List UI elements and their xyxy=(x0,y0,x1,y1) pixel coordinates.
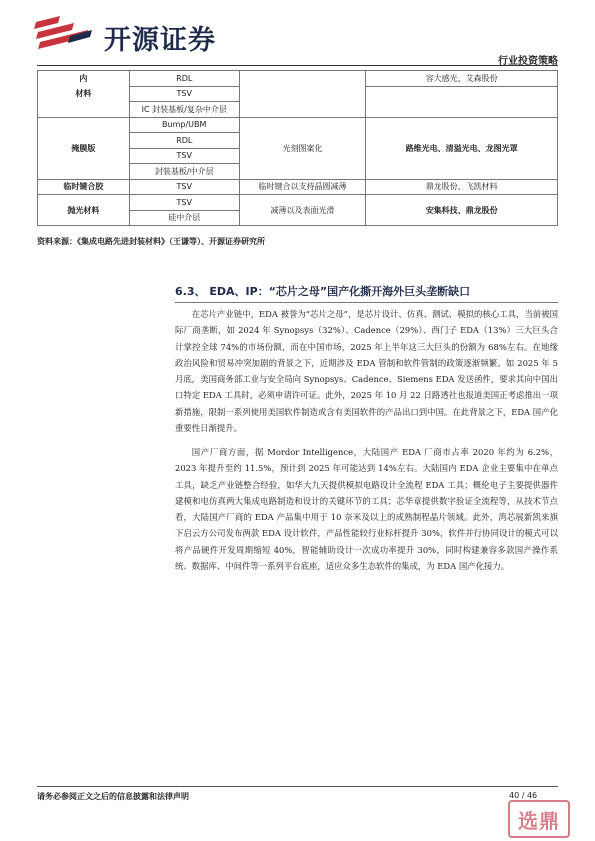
table-cell: 路维光电、清溢光电、龙图光罩 xyxy=(366,117,558,179)
table-cell: IC 封装基板/复杂中介层 xyxy=(129,102,239,118)
section-label: 行业投资策略 xyxy=(498,56,558,67)
table-cell: TSV xyxy=(129,195,239,211)
section-title: 6.3、 EDA、IP：“芯片之母”国产化撕开海外巨头垄断缺口 xyxy=(175,285,471,298)
logo-text: 开源证券 xyxy=(104,25,216,56)
body-paragraph: 在芯片产业链中，EDA 被誉为“芯片之母”，是芯片设计、仿真、测试、模拟的核心工具，当前被国际厂商垄断，如 2024 年 Synopsys（32%）、Cadence（29%）、西门子 EDA（13%）三大巨头合计掌控全球 74%的市场份额，而在中国市场，2025 年上半年这三大巨头的份额为 68%左右。在地缘政治风险和贸易冲突加剧的背景之下，近期涉及 EDA 管制和软件管制的政策逐渐频繁。如 2025 年 5 月底，美国商务部工业与安全局向 Synopsys、Cadence、Siemens EDA 发送函件，要求其向中国出口特定 EDA 工具时，必须申请许可证。此外，2025 年 10 月 22 日路透社也报道美国正考虑推出一项新措施，限制一系列使用美国软件制造或含有美国软件的产品出口到中国。在此背景之下，EDA 国产化重要性日渐提升。 xyxy=(175,309,558,434)
table-cell xyxy=(239,71,366,118)
table-cell: 硅中介层 xyxy=(129,210,239,226)
body-paragraph: 国产厂商方面，据 Mordor Intelligence，大陆国产 EDA 厂商市占率 2020 年约为 6.2%，2023 年提升至约 11.5%，预计到 2025 年可能达到 14%左右。大陆国内 EDA 企业主要集中在单点工具，缺乏产业链整合经验，如华大九天提供模拟电路设计全流程 EDA 工具；概伦电子主要提供器件建模和电仿真两大集成电路制造和设计的关键环节的工具；芯华章提供数字验证全流程等，从技术节点看，大陆国产厂商的 EDA 产品集中用于 10 奈米及以上的成熟制程晶片领域。此外，湾芯展新凯来旗下启云方公司发布两款 EDA 设计软件，产品性能较行业标杆提升 30%，软件并行协同设计的模式可以将产品硬件开发周期缩短 40%，智能辅助设计一次成功率提升 30%，同时构建兼容多款国产操作系统、数据库、中间件等一系列平台底座，适应众多生态软件的集成，为 EDA 国产化接力。 xyxy=(175,447,558,572)
table-cell: TSV xyxy=(129,86,239,102)
table-row xyxy=(38,71,558,87)
table-cell: 容大感光、艾森股份 xyxy=(366,71,558,87)
table-cell: 减薄以及表面光滑 xyxy=(239,195,366,226)
table-row xyxy=(38,117,558,133)
table-cell: 鼎龙股份、飞凯材料 xyxy=(366,179,558,195)
table-cell xyxy=(366,86,558,117)
watermark-stamp: 选鼎 xyxy=(508,800,570,838)
table-cell: 临时键合以支持晶圆减薄 xyxy=(239,179,366,195)
table-cell: 材料 xyxy=(38,86,130,102)
table-cell: TSV xyxy=(129,148,239,164)
footer-divider xyxy=(37,786,558,787)
materials-table xyxy=(37,70,558,226)
table-cell: 掩膜版 xyxy=(38,117,130,179)
table-cell: Bump/UBM xyxy=(129,117,239,133)
footer-disclaimer: 请务必参阅正文之后的信息披露和法律声明 xyxy=(37,792,189,801)
page-number: 40 / 46 xyxy=(509,791,538,800)
table-cell: 临时键合胶 xyxy=(38,179,130,195)
table-cell: 安集科技、鼎龙股份 xyxy=(366,195,558,226)
table-cell: 封装基板/中介层 xyxy=(129,164,239,180)
table-cell: 抛光材料 xyxy=(38,195,130,226)
header-divider xyxy=(37,65,558,66)
table-cell: 内 xyxy=(38,71,130,87)
table-cell: RDL xyxy=(129,133,239,149)
table-row xyxy=(38,195,558,211)
table-row xyxy=(38,179,558,195)
table-cell xyxy=(38,102,130,118)
table-cell: RDL xyxy=(129,71,239,87)
table-cell: 光刻图案化 xyxy=(239,117,366,179)
table-source-note: 资料来源：《集成电路先进封装材料》（王谦等）、开源证券研究所 xyxy=(37,237,265,246)
table-cell: TSV xyxy=(129,179,239,195)
section-divider xyxy=(175,302,558,303)
logo-mark-icon xyxy=(30,14,100,54)
